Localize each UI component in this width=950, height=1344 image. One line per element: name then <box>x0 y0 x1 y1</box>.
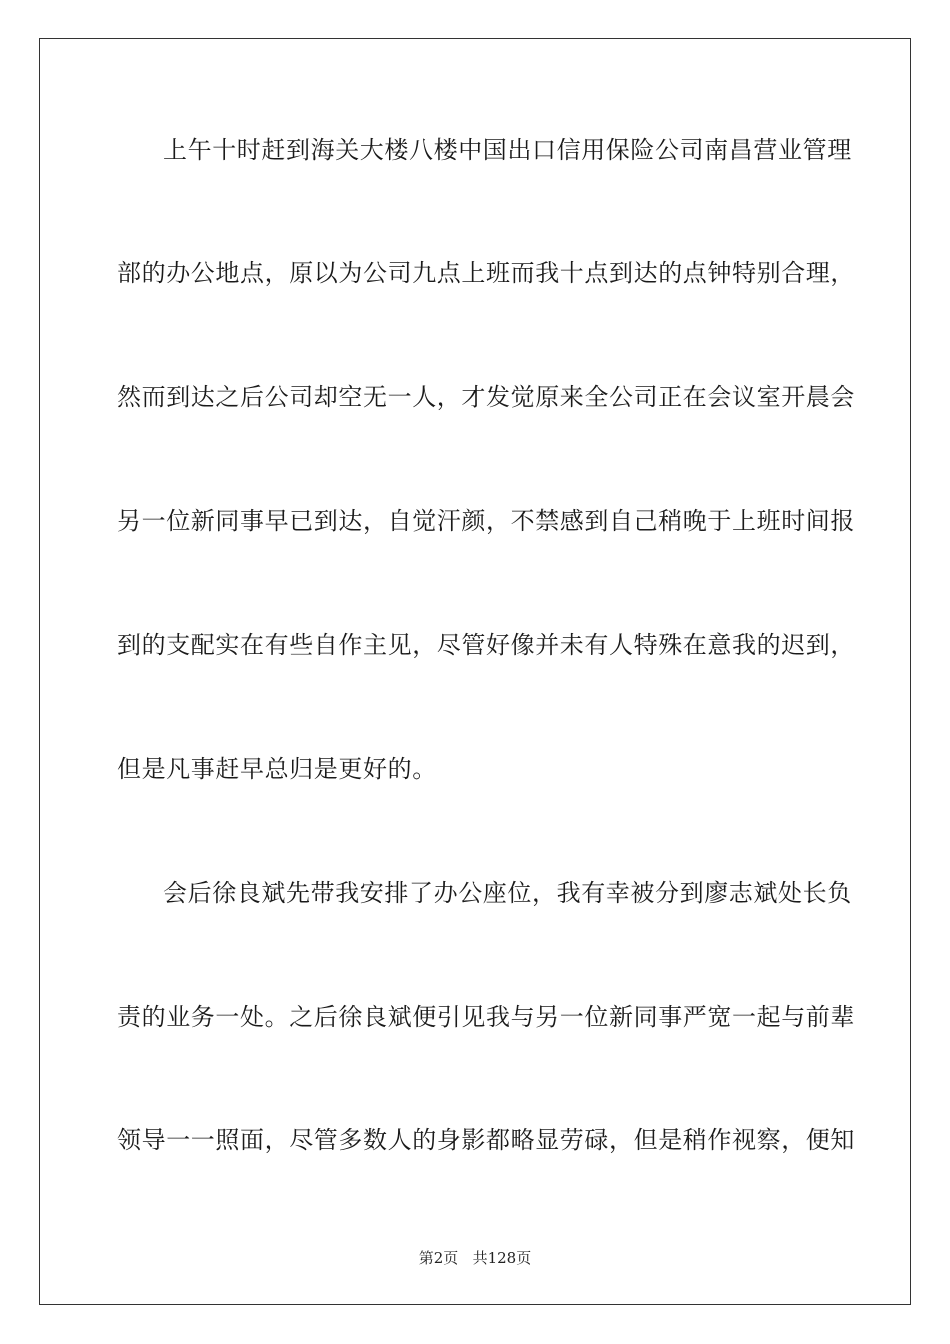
page-border <box>39 38 911 1305</box>
paragraph-1-line-2: 部的办公地点，原以为公司九点上班而我十点到达的点钟特别合理， <box>117 259 855 287</box>
paragraph-2-line-3: 领导一一照面，尽管多数人的身影都略显劳碌，但是稍作视察，便知 <box>117 1126 855 1154</box>
page-number-footer: 第2页 共128页 <box>418 1249 532 1267</box>
paragraph-1-line-6: 但是凡事赶早总归是更好的。 <box>117 755 437 783</box>
paragraph-2-line-2: 责的业务一处。之后徐良斌便引见我与另一位新同事严宽一起与前辈 <box>117 1003 855 1031</box>
paragraph-1-line-1: 上午十时赶到海关大楼八楼中国出口信用保险公司南昌营业管理 <box>163 136 852 164</box>
paragraph-1-line-4: 另一位新同事早已到达，自觉汗颜，不禁感到自己稍晚于上班时间报 <box>117 507 855 535</box>
paragraph-1-line-5: 到的支配实在有些自作主见，尽管好像并未有人特殊在意我的迟到， <box>117 631 855 659</box>
paragraph-1-line-3: 然而到达之后公司却空无一人，才发觉原来全公司正在会议室开晨会 <box>117 383 855 411</box>
paragraph-2-line-1: 会后徐良斌先带我安排了办公座位，我有幸被分到廖志斌处长负 <box>163 879 852 907</box>
